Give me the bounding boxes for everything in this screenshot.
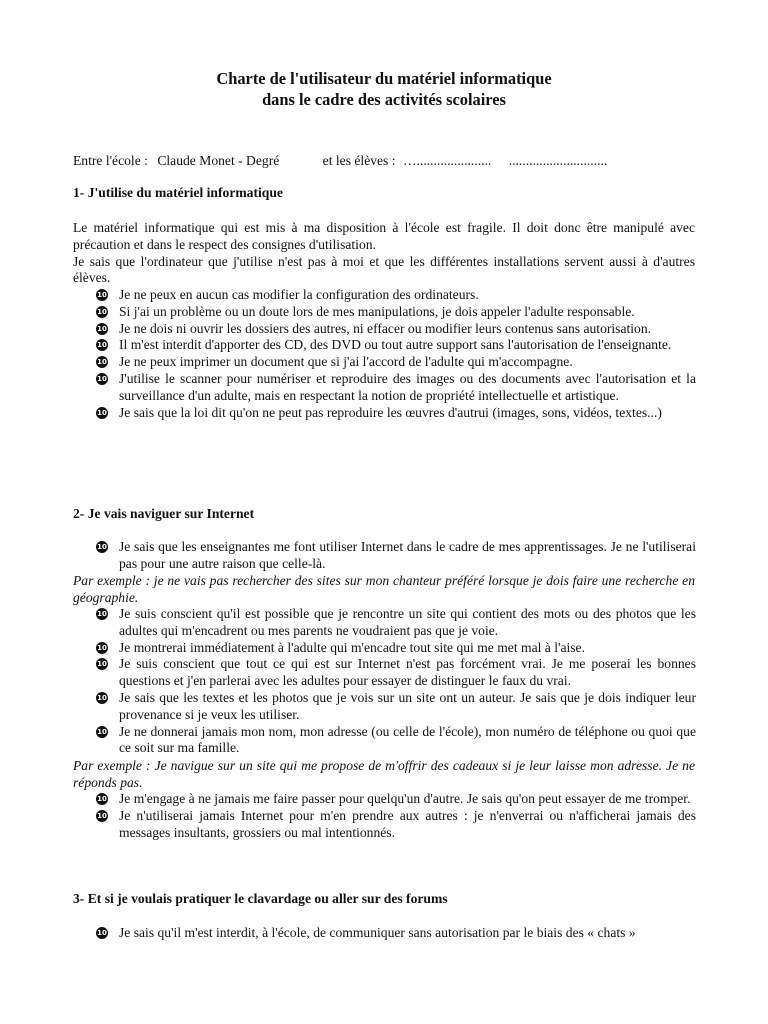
school-name: Claude Monet - Degré	[157, 153, 280, 168]
section-2-bullet-list-b	[96, 606, 696, 757]
school-label: Entre l'école :	[73, 153, 148, 168]
list-item: 10 J'utilise le scanner pour numériser et reproduire des images ou des documents avec l'autorisation et la surveillance d'un adulte, mais en respectant la notion de propriété intellectuelle et artistique.	[97, 370, 696, 403]
parties-line	[73, 153, 713, 170]
bullet-icon: 10	[97, 408, 107, 417]
section-1-intro-p1: Le matériel informatique qui est mis à ma disposition à l'école est fragile. Il doit donc être manipulé avec précaution et dans le respect des consignes d'utilisation.	[73, 220, 695, 252]
list-item: 10 Je sais que les textes et les photos que je vois sur un site ont un auteur. Je sais que je dois indiquer leur provenance si je veux les utiliser.	[97, 689, 696, 722]
document-title	[0, 68, 768, 110]
list-item: 10 Je ne peux en aucun cas modifier la configuration des ordinateurs.	[97, 287, 479, 302]
bullet-icon: 10	[97, 324, 107, 333]
list-item: 10 Je n'utiliserai jamais Internet pour m'en prendre aux autres : je n'enverrai ou n'afficherai jamais des messages insultants, grossiers ou mal intentionnés.	[97, 807, 696, 840]
section-2-example-1: Par exemple : je ne vais pas rechercher des sites sur mon chanteur préféré lorsque je dois faire une recherche en géographie.	[73, 573, 695, 605]
bullet-icon: 10	[97, 291, 107, 299]
bullet-icon: 10	[97, 610, 107, 618]
list-item: 10 Je montrerai immédiatement à l'adulte qui m'encadre tout site qui me met mal à l'aise.	[97, 639, 585, 655]
list-item: 10 Il m'est interdit d'apporter des CD, des DVD ou tout autre support sans l'autorisation de l'enseignante.	[97, 337, 672, 353]
section-2-example-2: Par exemple : Je navigue sur un site qui me propose de m'offrir des cadeaux si je leur laisse mon adresse. Je ne réponds pas.	[73, 758, 695, 790]
section-2-bullet-list-a	[96, 539, 696, 573]
title-line-2: dans le cadre des activités scolaires	[262, 90, 506, 109]
list-item: 10 Je ne dois ni ouvrir les dossiers des autres, ni effacer ou modifier leurs contenus sans autorisation.	[97, 320, 652, 336]
bullet-icon: 10	[97, 643, 107, 652]
title-line-1: Charte de l'utilisateur du matériel informatique	[216, 69, 552, 88]
section-1-bullet-list	[96, 287, 696, 421]
list-item: 10 Je m'engage à ne jamais me faire passer pour quelqu'un d'autre. Je sais qu'on peut essayer de me tromper.	[97, 791, 691, 806]
bullet-icon: 10	[97, 307, 107, 316]
students-label: et les élèves :	[322, 153, 396, 168]
bullet-icon: 10	[97, 727, 107, 736]
bullet-icon: 10	[97, 660, 107, 669]
section-2-bullet-list-c	[96, 791, 696, 841]
section-2-heading: 2- Je vais naviguer sur Internet	[73, 506, 255, 521]
students-blank-2: .............................	[508, 153, 608, 168]
students-blank-1: …......................	[402, 153, 492, 168]
bullet-icon: 10	[97, 543, 107, 551]
list-item: 10 Je suis conscient que tout ce qui est sur Internet n'est pas forcément vrai. Je me poserai les bonnes questions et j'en parlerai avec les adultes pour essayer de distinguer le faux du vrai.	[97, 656, 696, 689]
bullet-icon: 10	[97, 929, 107, 937]
list-item: 10 Je suis conscient qu'il est possible que je rencontre un site qui contient des mots ou des photos que les adultes qui m'encadrent ou mes parents ne voudraient pas que je voie.	[97, 606, 696, 638]
list-item: 10 Je sais que les enseignantes me font utiliser Internet dans le cadre de mes apprentissages. Je ne l'utiliserai pas pour une autre raison que celle-là.	[97, 539, 696, 571]
list-item: 10 Je ne peux imprimer un document que si j'ai l'accord de l'adulte qui m'accompagne.	[97, 354, 573, 370]
list-item: 10 Je sais qu'il m'est interdit, à l'école, de communiquer sans autorisation par le biais des « chats »	[97, 925, 636, 940]
bullet-icon: 10	[97, 374, 107, 383]
bullet-icon: 10	[97, 341, 107, 350]
bullet-icon: 10	[97, 811, 107, 820]
list-item: 10 Je sais que la loi dit qu'on ne peut pas reproduire les œuvres d'autrui (images, sons, vidéos, textes...)	[97, 404, 662, 420]
section-1-intro	[73, 220, 695, 287]
bullet-icon: 10	[97, 795, 107, 803]
section-1-intro-p2: Je sais que l'ordinateur que j'utilise n'est pas à moi et que les différentes installations servent aussi à d'autres élèves.	[73, 253, 695, 286]
section-1-heading: 1- J'utilise du matériel informatique	[73, 185, 283, 200]
bullet-icon: 10	[97, 358, 107, 367]
list-item: 10 Je ne donnerai jamais mon nom, mon adresse (ou celle de l'école), mon numéro de téléphone ou quoi que ce soit sur ma famille.	[97, 723, 696, 756]
list-item: 10 Si j'ai un problème ou un doute lors de mes manipulations, je dois appeler l'adulte responsable.	[97, 303, 635, 319]
section-3-bullet-list	[96, 925, 696, 942]
bullet-icon: 10	[97, 693, 107, 702]
section-3-heading: 3- Et si je voulais pratiquer le clavardage ou aller sur des forums	[73, 891, 448, 906]
